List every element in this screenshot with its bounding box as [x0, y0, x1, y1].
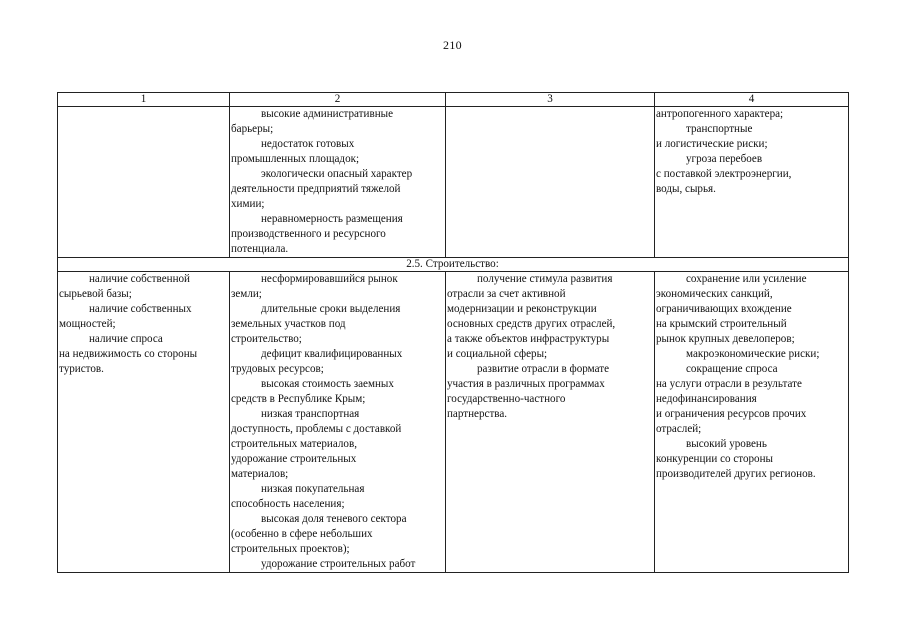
cell-line: воды, сырья. — [656, 183, 716, 195]
cell-line: земли; — [231, 288, 262, 300]
cell-line: и логистические риски; — [656, 138, 768, 150]
column-header-3: 3 — [446, 93, 655, 107]
cell-opportunities — [446, 272, 655, 573]
column-header-1: 1 — [58, 93, 230, 107]
cell-line: удорожание строительных — [231, 453, 357, 465]
cell-line: потенциала. — [231, 243, 289, 255]
cell-line: мощностей; — [59, 318, 116, 330]
cell-line: на недвижимость со стороны — [59, 348, 198, 360]
cell-opportunities — [446, 107, 655, 258]
section-row — [58, 258, 849, 272]
cell-line: на услуги отрасли в результате — [656, 378, 802, 390]
cell-strengths — [58, 272, 230, 573]
cell-line: рынок крупных девелоперов; — [656, 333, 795, 345]
column-header-2: 2 — [230, 93, 446, 107]
cell-line: (особенно в сфере небольших — [231, 528, 373, 540]
cell-line: ограничивающих вхождение — [656, 303, 792, 315]
table-row-construction — [58, 272, 849, 573]
page-number: 210 — [443, 38, 462, 52]
cell-line: развитие отрасли в формате — [477, 363, 610, 375]
table-row-continued — [58, 107, 849, 258]
cell-line: производителей других регионов. — [656, 468, 816, 480]
cell-line: экономических санкций, — [656, 288, 773, 300]
cell-line: государственно-частного — [447, 393, 566, 405]
header-row — [58, 93, 849, 107]
cell-line: отраслей; — [656, 423, 702, 435]
cell-line: отрасли за счет активной — [447, 288, 566, 300]
cell-line: основных средств других отраслей, — [447, 318, 616, 330]
cell-line: наличие собственной — [89, 273, 190, 285]
cell-line: конкуренции со стороны — [656, 453, 773, 465]
cell-line: высокий уровень — [686, 438, 767, 450]
cell-line: сырьевой базы; — [59, 288, 132, 300]
cell-line: способность населения; — [231, 498, 345, 510]
cell-line: модернизации и реконструкции — [447, 303, 597, 315]
cell-line: строительство; — [231, 333, 302, 345]
cell-threats — [655, 272, 849, 573]
cell-line: удорожание строительных работ — [261, 558, 416, 570]
section-title: 2.5. Строительство: — [58, 258, 849, 272]
cell-line: на крымский строительный — [656, 318, 787, 330]
cell-weaknesses — [230, 107, 446, 258]
cell-line: участия в различных программах — [447, 378, 605, 390]
cell-line: высокая стоимость заемных — [261, 378, 394, 390]
cell-threats — [655, 107, 849, 258]
cell-line: доступность, проблемы с доставкой — [231, 423, 402, 435]
cell-line: деятельности предприятий тяжелой — [231, 183, 401, 195]
cell-line: земельных участков под — [231, 318, 346, 330]
cell-line: антропогенного характера; — [656, 108, 784, 120]
cell-line: получение стимула развития — [477, 273, 613, 285]
cell-line: строительных материалов, — [231, 438, 357, 450]
cell-line: макроэкономические риски; — [686, 348, 820, 360]
cell-line: туристов. — [59, 363, 104, 375]
cell-line: химии; — [231, 198, 265, 210]
cell-line: наличие спроса — [89, 333, 163, 345]
cell-weaknesses — [230, 272, 446, 573]
cell-line: производственного и ресурсного — [231, 228, 386, 240]
swot-table — [57, 92, 849, 573]
cell-line: трудовых ресурсов; — [231, 363, 324, 375]
cell-line: барьеры; — [231, 123, 274, 135]
cell-line: неравномерность размещения — [261, 213, 403, 225]
cell-line: а также объектов инфраструктуры — [447, 333, 610, 345]
cell-line: транспортные — [686, 123, 753, 135]
cell-line: и ограничения ресурсов прочих — [656, 408, 807, 420]
cell-line: дефицит квалифицированных — [261, 348, 403, 360]
cell-line: угроза перебоев — [686, 153, 763, 165]
cell-line: средств в Республике Крым; — [231, 393, 366, 405]
cell-line: и социальной сферы; — [447, 348, 548, 360]
cell-strengths — [58, 107, 230, 258]
cell-line: партнерства. — [447, 408, 508, 420]
cell-line: высокая доля теневого сектора — [261, 513, 407, 525]
cell-line: строительных проектов); — [231, 543, 350, 555]
cell-line: промышленных площадок; — [231, 153, 360, 165]
cell-line: наличие собственных — [89, 303, 192, 315]
cell-line: недостаток готовых — [261, 138, 355, 150]
column-header-4: 4 — [655, 93, 849, 107]
cell-line: материалов; — [231, 468, 289, 480]
cell-line: сохранение или усиление — [686, 273, 807, 285]
cell-line: экологически опасный характер — [261, 168, 413, 180]
cell-line: с поставкой электроэнергии, — [656, 168, 792, 180]
cell-line: низкая покупательная — [261, 483, 365, 495]
cell-line: несформировавшийся рынок — [261, 273, 398, 285]
cell-line: длительные сроки выделения — [261, 303, 401, 315]
cell-line: высокие административные — [261, 108, 394, 120]
cell-line: недофинансирования — [656, 393, 757, 405]
cell-line: сокращение спроса — [686, 363, 778, 375]
cell-line: низкая транспортная — [261, 408, 360, 420]
